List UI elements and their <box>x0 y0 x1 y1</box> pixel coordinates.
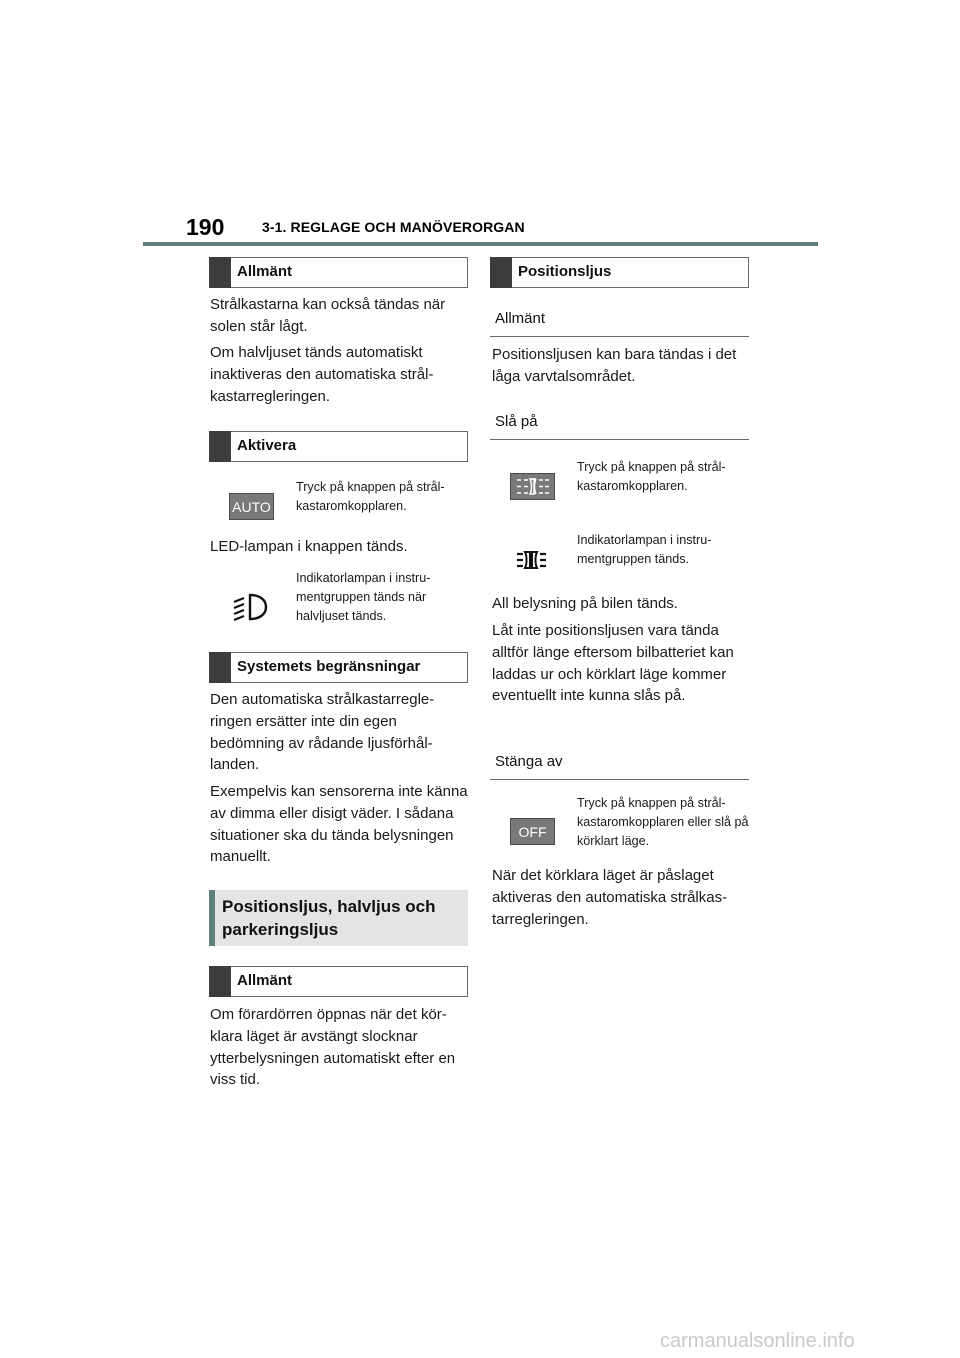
parking-light-button[interactable] <box>510 473 555 500</box>
auto-low-beam-icon <box>230 592 270 622</box>
subtitle-label: Allmänt <box>495 310 546 327</box>
auto-button[interactable]: AUTO <box>229 493 274 520</box>
paragraph: Om förardörren öppnas när det kör-klara läget är avstängt slocknar ytterbelysningen automatiskt efter en viss tid. <box>210 1006 456 1089</box>
instruction-text: Tryck på knappen på strål-kastaromkopplaren. <box>577 460 726 494</box>
main-heading-label: Positionsljus, halvljus och parkeringsljus <box>222 897 436 939</box>
page-number: 190 <box>186 214 225 240</box>
paragraph: Låt inte positionsljusen vara tända alltför länge eftersom bilbatteriet kan laddas ur och körklart läge kommer eventuellt inte kunna slås på. <box>492 622 734 705</box>
subtitle-label: Slå på <box>495 413 538 430</box>
off-button[interactable]: OFF <box>510 818 555 845</box>
section-title: 3-1. REGLAGE OCH MANÖVERORGAN <box>262 219 525 235</box>
instruction-text: Tryck på knappen på strål-kastaromkopplaren eller slå på körklart läge. <box>577 796 749 849</box>
paragraph: När det körklara läget är påslaget aktiveras den automatiska strålkas-tarregleringen. <box>492 867 728 928</box>
subheading-allmant <box>209 257 468 288</box>
subheading-label: Positionsljus <box>518 263 612 280</box>
subheading-label: Allmänt <box>237 972 293 989</box>
paragraph: Om halvljuset tänds automatiskt inaktiveras den automatiska strål-kastarregleringen. <box>210 344 434 405</box>
paragraph: All belysning på bilen tänds. <box>492 595 678 612</box>
paragraph: Den automatiska strålkastarregle-ringen ersätter inte din egen bedömning av rådande ljusförhål-landen. <box>210 691 435 774</box>
subtitle-sla-pa <box>490 410 749 440</box>
subheading-label: Systemets begränsningar <box>237 658 421 675</box>
subtitle-label: Stänga av <box>495 753 563 770</box>
subheading-aktivera <box>209 431 468 462</box>
paragraph: Strålkastarna kan också tändas när solen står lågt. <box>210 296 446 335</box>
parking-light-icon <box>511 474 554 499</box>
parking-light-indicator-icon <box>515 549 551 571</box>
paragraph: Positionsljusen kan bara tändas i det låga varvtalsområdet. <box>492 346 737 385</box>
subheading-positionsljus <box>490 257 749 288</box>
watermark: carmanualsonline.info <box>660 1330 855 1352</box>
paragraph: LED-lampan i knappen tänds. <box>210 538 408 555</box>
instruction-text: Indikatorlampan i instru-mentgruppen tänds. <box>577 533 712 567</box>
subheading-label: Allmänt <box>237 263 293 280</box>
instruction-text: Tryck på knappen på strål-kastaromkopplaren. <box>296 480 445 514</box>
subheading-allmant <box>209 966 468 997</box>
subheading-label: Aktivera <box>237 437 297 454</box>
instruction-text: Indikatorlampan i instru-mentgruppen tänds när halvljuset tänds. <box>296 571 431 624</box>
subtitle-stanga-av <box>490 750 749 780</box>
subtitle-allmant <box>490 307 749 337</box>
paragraph: Exempelvis kan sensorerna inte känna av dimma eller disigt väder. I sådana situationer ska du tända belysningen manuellt. <box>210 783 468 866</box>
subheading-begransningar <box>209 652 468 683</box>
main-heading <box>209 890 468 946</box>
header-rule <box>143 242 818 246</box>
